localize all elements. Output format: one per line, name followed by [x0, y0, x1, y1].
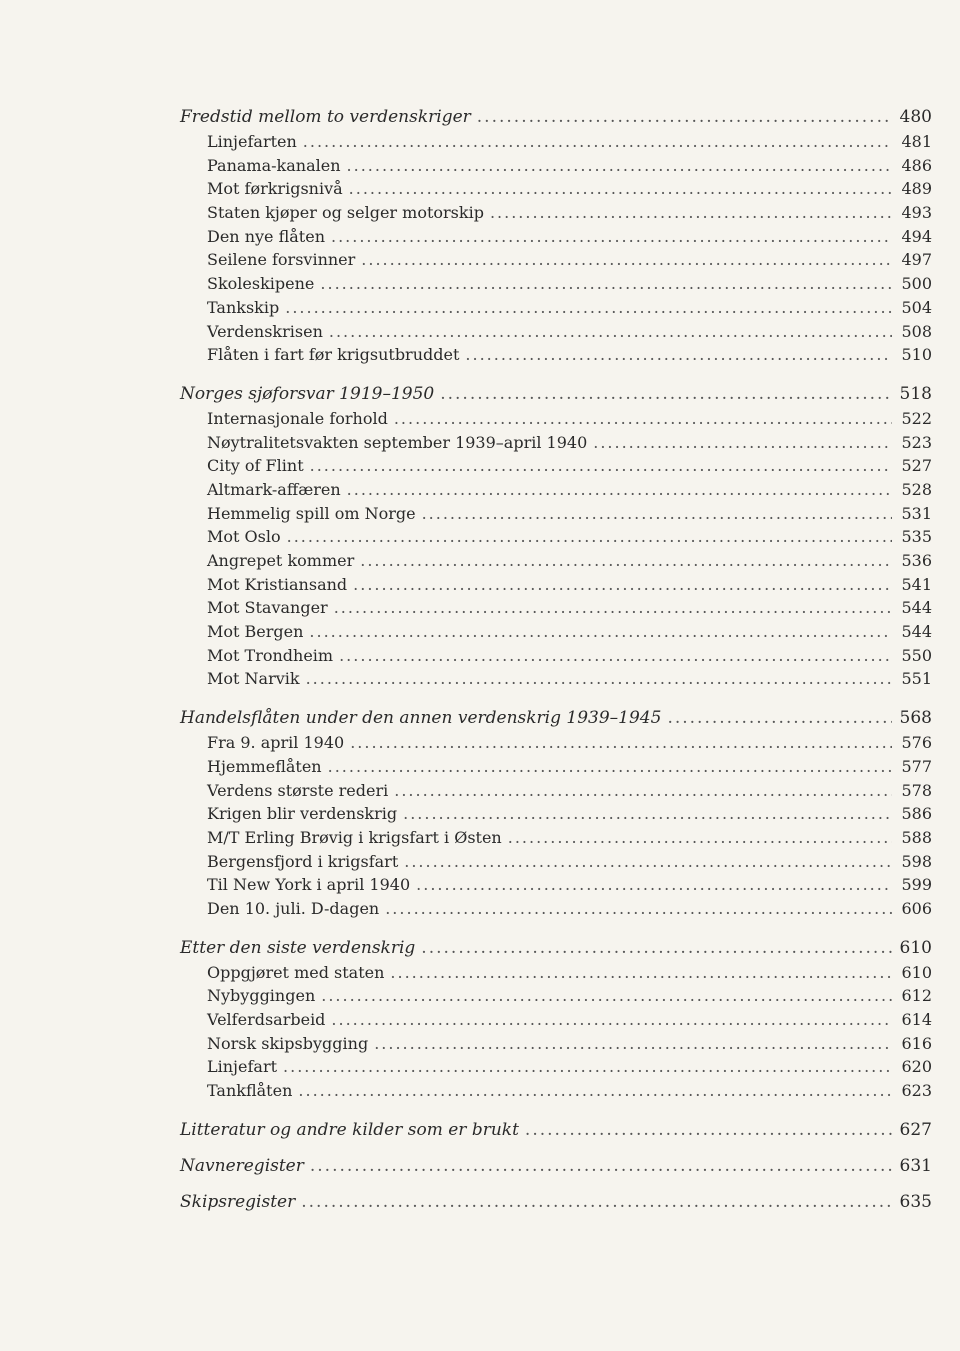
toc-entry — [180, 502, 932, 526]
section-title: Litteratur og andre kilder som er brukt — [180, 1119, 519, 1140]
dot-leader — [353, 573, 892, 597]
page-number: 578 — [901, 780, 932, 800]
page-number: 635 — [899, 1191, 932, 1212]
entry-title: Altmark-affæren — [207, 479, 341, 499]
toc-entry — [180, 154, 932, 178]
toc-entry — [180, 177, 932, 201]
toc-entry — [180, 573, 932, 597]
toc-entry — [180, 525, 932, 549]
dot-leader — [334, 596, 892, 620]
dot-leader — [361, 248, 892, 272]
dot-leader — [490, 201, 892, 225]
page-number: 489 — [901, 179, 932, 199]
section-title: Skipsregister — [180, 1191, 296, 1212]
page-number: 531 — [901, 503, 932, 523]
page-number: 508 — [901, 321, 932, 341]
entry-title: Mot Kristiansand — [207, 574, 348, 594]
page-number: 614 — [901, 1010, 932, 1029]
dot-leader — [331, 1008, 892, 1032]
page-number: 522 — [901, 408, 932, 428]
dot-leader — [320, 272, 892, 296]
page-number: 541 — [901, 574, 932, 594]
page-number: 500 — [901, 274, 932, 294]
toc-section-heading — [180, 935, 932, 961]
page-number: 527 — [901, 456, 932, 476]
dot-leader — [298, 1079, 892, 1103]
dot-leader — [306, 667, 892, 691]
toc-section — [180, 104, 932, 367]
page-number: 623 — [901, 1081, 932, 1101]
toc-entry — [180, 620, 932, 644]
dot-leader — [347, 478, 892, 502]
page-number: 610 — [899, 937, 932, 958]
section-title: Fredstid mellom to verdenskriger — [180, 107, 471, 127]
entry-title: Tankflåten — [207, 1081, 293, 1101]
page-number: 627 — [899, 1119, 932, 1140]
toc-section — [180, 1189, 932, 1215]
entry-title: Mot førkrigsnivå — [207, 179, 343, 199]
dot-leader — [394, 407, 892, 431]
entry-title: Verdens største rederi — [207, 780, 389, 800]
dot-leader — [374, 1032, 892, 1056]
page-number: 480 — [899, 107, 932, 127]
dot-leader — [328, 755, 892, 779]
entry-title: Hemmelig spill om Norge — [207, 503, 416, 523]
toc-entry — [180, 779, 932, 803]
dot-leader — [465, 343, 892, 367]
toc-entry — [180, 802, 932, 826]
toc-entry — [180, 296, 932, 320]
entry-title: M/T Erling Brøvig i krigsfart i Østen — [207, 827, 502, 847]
toc-entry — [180, 873, 932, 897]
dot-leader — [310, 454, 892, 478]
dot-leader — [347, 154, 892, 178]
toc-entry — [180, 667, 932, 691]
dot-leader — [360, 549, 892, 573]
table-of-contents — [180, 104, 932, 1225]
dot-leader — [339, 644, 892, 668]
entry-title: Krigen blir verdenskrig — [207, 804, 398, 824]
page-number: 588 — [901, 827, 932, 847]
entry-title: Hjemmeflåten — [207, 756, 322, 776]
toc-section-heading — [180, 381, 932, 407]
page-number: 631 — [899, 1155, 932, 1176]
dot-leader — [301, 1189, 892, 1215]
dot-leader — [390, 961, 892, 985]
page-number: 493 — [901, 203, 932, 223]
dot-leader — [404, 850, 892, 874]
page-number: 528 — [901, 479, 932, 499]
entry-title: Verdenskrisen — [207, 321, 323, 341]
entry-title: Internasjonale forhold — [207, 408, 388, 428]
dot-leader — [440, 381, 892, 407]
entry-title: Den nye flåten — [207, 226, 325, 246]
entry-title: Mot Trondheim — [207, 645, 334, 665]
entry-title: Staten kjøper og selger motorskip — [207, 203, 484, 223]
toc-entry — [180, 343, 932, 367]
page-number: 599 — [901, 875, 932, 895]
toc-section-heading — [180, 104, 932, 130]
toc-entry — [180, 1079, 932, 1103]
page-number: 497 — [901, 250, 932, 270]
page-number: 598 — [901, 851, 932, 871]
entry-title: Mot Stavanger — [207, 598, 328, 618]
dot-leader — [667, 705, 892, 731]
toc-section-heading — [180, 705, 932, 731]
page-number: 486 — [901, 155, 932, 175]
entry-title: Den 10. juli. D-dagen — [207, 898, 380, 918]
page-number: 523 — [901, 432, 932, 452]
entry-title: Norsk skipsbygging — [207, 1033, 369, 1053]
page-number: 568 — [899, 708, 932, 729]
entry-title: Skoleskipene — [207, 274, 315, 294]
toc-entry — [180, 130, 932, 154]
section-title: Etter den siste verdenskrig — [180, 937, 416, 958]
toc-section — [180, 1117, 932, 1143]
toc-section — [180, 705, 932, 921]
toc-entry — [180, 201, 932, 225]
page-number: 510 — [901, 345, 932, 365]
toc-entry — [180, 1008, 932, 1032]
entry-title: Mot Oslo — [207, 527, 281, 547]
toc-section-heading — [180, 1117, 932, 1143]
entry-title: Seilene forsvinner — [207, 250, 356, 270]
toc-entry — [180, 478, 932, 502]
entry-title: Bergensfjord i krigsfart — [207, 851, 399, 871]
page-number: 494 — [901, 226, 932, 246]
dot-leader — [477, 104, 892, 130]
toc-entry — [180, 407, 932, 431]
dot-leader — [350, 731, 892, 755]
entry-title: Angrepet kommer — [207, 551, 355, 570]
toc-entry — [180, 1032, 932, 1056]
section-title: Handelsflåten under den annen verdenskrig 1939–1945 — [180, 708, 662, 729]
entry-title: Tankskip — [207, 297, 280, 317]
dot-leader — [331, 225, 892, 249]
entry-title: Mot Narvik — [207, 669, 300, 689]
toc-entry — [180, 1055, 932, 1079]
page-number: 586 — [901, 804, 932, 824]
page-number: 550 — [901, 645, 932, 665]
toc-entry — [180, 431, 932, 455]
toc-section — [180, 1153, 932, 1179]
dot-leader — [394, 779, 892, 803]
toc-section — [180, 935, 932, 1103]
page-number: 536 — [901, 551, 932, 570]
entry-title: Panama-kanalen — [207, 155, 341, 175]
page-number: 620 — [901, 1057, 932, 1077]
page-number: 606 — [901, 898, 932, 918]
entry-title: Nøytralitetsvakten september 1939–april 1940 — [207, 432, 588, 452]
entry-title: Linjefarten — [207, 132, 297, 151]
entry-title: Flåten i fart før krigsutbruddet — [207, 345, 460, 365]
page-number: 576 — [901, 733, 932, 753]
toc-section-heading — [180, 1189, 932, 1215]
toc-section — [180, 381, 932, 691]
entry-title: City of Flint — [207, 456, 304, 476]
page-number: 535 — [901, 527, 932, 547]
dot-leader — [287, 525, 892, 549]
entry-title: Velferdsarbeid — [207, 1010, 326, 1029]
dot-leader — [525, 1117, 892, 1143]
dot-leader — [416, 873, 892, 897]
dot-leader — [593, 431, 892, 455]
entry-title: Til New York i april 1940 — [207, 875, 411, 895]
toc-entry — [180, 961, 932, 985]
page-number: 481 — [901, 132, 932, 151]
dot-leader — [303, 130, 892, 154]
dot-leader — [329, 320, 892, 344]
dot-leader — [421, 935, 892, 961]
entry-title: Mot Bergen — [207, 622, 304, 642]
toc-section-heading — [180, 1153, 932, 1179]
page-number: 518 — [899, 383, 932, 404]
page-number: 612 — [901, 986, 932, 1006]
dot-leader — [422, 502, 892, 526]
toc-entry — [180, 731, 932, 755]
toc-entry — [180, 850, 932, 874]
section-title: Navneregister — [180, 1155, 304, 1176]
toc-entry — [180, 549, 932, 573]
dot-leader — [285, 296, 892, 320]
dot-leader — [508, 826, 892, 850]
dot-leader — [385, 897, 892, 921]
dot-leader — [283, 1055, 892, 1079]
toc-entry — [180, 225, 932, 249]
dot-leader — [321, 984, 892, 1008]
toc-entry — [180, 897, 932, 921]
page-number: 504 — [901, 297, 932, 317]
entry-title: Oppgjøret med staten — [207, 962, 385, 982]
entry-title: Nybyggingen — [207, 986, 316, 1006]
toc-entry — [180, 248, 932, 272]
toc-entry — [180, 320, 932, 344]
toc-entry — [180, 755, 932, 779]
page-number: 551 — [901, 669, 932, 689]
page-number: 577 — [901, 756, 932, 776]
entry-title: Fra 9. april 1940 — [207, 733, 345, 753]
page-number: 544 — [901, 622, 932, 642]
toc-entry — [180, 984, 932, 1008]
dot-leader — [349, 177, 892, 201]
entry-title: Linjefart — [207, 1057, 278, 1077]
toc-entry — [180, 826, 932, 850]
dot-leader — [310, 1153, 892, 1179]
toc-entry — [180, 596, 932, 620]
toc-entry — [180, 272, 932, 296]
section-title: Norges sjøforsvar 1919–1950 — [180, 383, 435, 404]
page-number: 610 — [901, 962, 932, 982]
toc-entry — [180, 454, 932, 478]
dot-leader — [309, 620, 892, 644]
page-number: 616 — [901, 1033, 932, 1053]
dot-leader — [403, 802, 892, 826]
page-number: 544 — [901, 598, 932, 618]
toc-entry — [180, 644, 932, 668]
